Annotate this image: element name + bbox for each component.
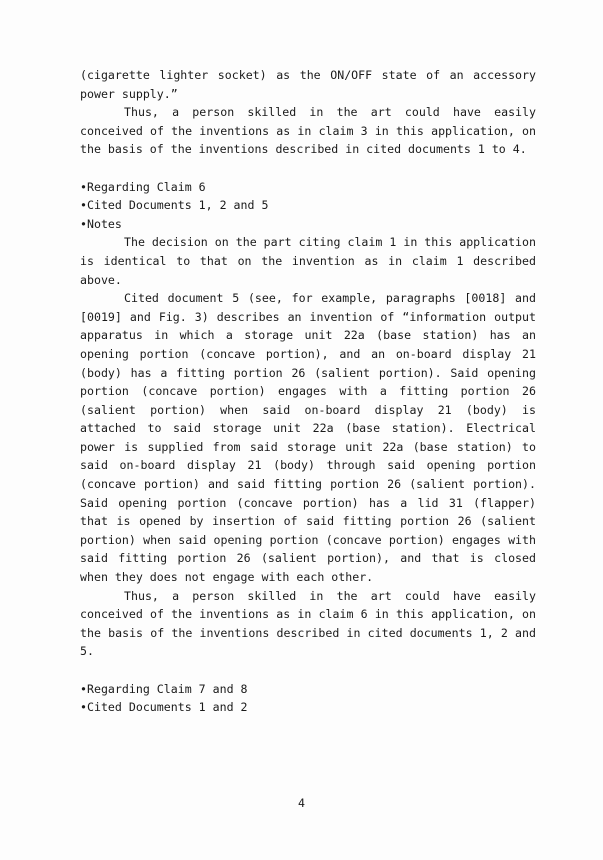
paragraph-cited-document-5: Cited document 5 (see, for example, paragraphs [0018] and [0019] and Fig. 3) describes an invention of “information output apparatus in which a storage unit 22a (base station) has an opening portion (concave portion), and an on-board display 21 (body) has a fitting portion 26 (salient portion). Said opening portion (concave portion) engages with a fitting portion 26 (salient portion) when said on-board display 21 (body) is attached to said storage unit 22a (base station). Electrical power is supplied from said storage unit 22a (base station) to said on-board display 21 (body) through said opening portion (concave portion) and said fitting portion 26 (salient portion). Said opening portion (concave portion) has a lid 31 (flapper) that is opened by insertion of said fitting portion 26 (salient portion) when said opening portion (concave portion) engages with said fitting portion 26 (salient portion), and that is closed when they does not engage with each other. — [80, 291, 536, 585]
claim-7-8-heading: •Regarding Claim 7 and 8 — [80, 681, 248, 696]
paragraph-quote-end: (cigarette lighter socket) as the ON/OFF state of an accessory power supply.” — [80, 68, 536, 101]
section-spacer — [80, 159, 536, 178]
claim-6-notes-label: •Notes — [80, 216, 122, 231]
page-number: 4 — [298, 796, 305, 810]
claim-6-cited-documents: •Cited Documents 1, 2 and 5 — [80, 198, 269, 213]
page-body — [80, 66, 536, 717]
claim-6-heading: •Regarding Claim 6 — [80, 179, 206, 194]
paragraph-conclusion-claim-6: Thus, a person skilled in the art could have easily conceived of the inventions as in claim 6 in this application, on the basis of the inventions described in cited documents 1, 2 and 5. — [80, 588, 536, 659]
section-spacer — [80, 661, 536, 680]
claim-7-8-cited-documents: •Cited Documents 1 and 2 — [80, 700, 248, 715]
paragraph-conclusion-claim-3: Thus, a person skilled in the art could have easily conceived of the inventions as in claim 3 in this application, on the basis of the inventions described in cited documents 1 to 4. — [80, 105, 536, 157]
paragraph-decision-claim-1: The decision on the part citing claim 1 in this application is identical to that on the invention as in claim 1 described above. — [80, 235, 536, 287]
